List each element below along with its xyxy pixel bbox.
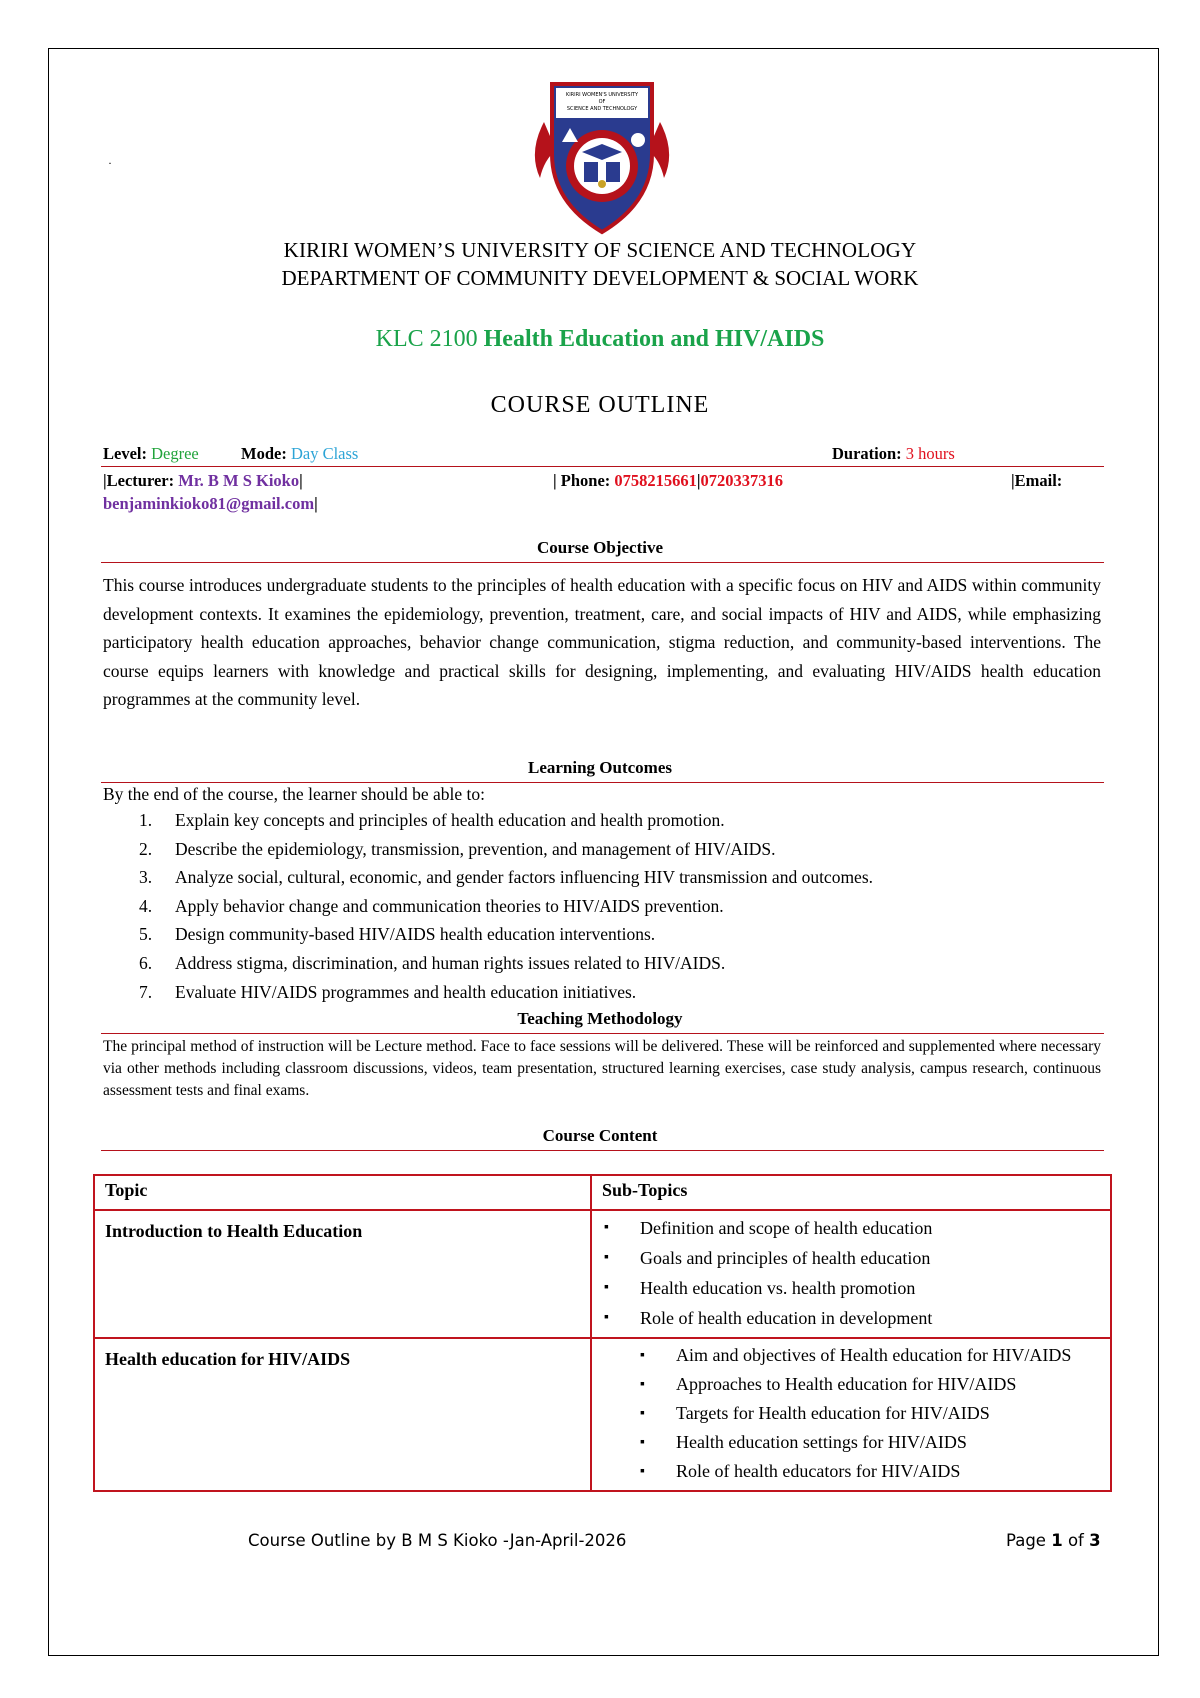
duration-value: 3 hours: [905, 444, 955, 463]
footer-text: Course Outline by B M S Kioko -Jan-April-2026: [248, 1531, 627, 1550]
outcomes-intro: By the end of the course, the learner should be able to:: [103, 784, 485, 804]
list-item: ▪ Aim and objectives of Health education for HIV/AIDS: [592, 1341, 1110, 1370]
methodology-text: The principal method of instruction will be Lecture method. Face to face sessions will be delivered. These will be reinforced and supplemented where necessary via other methods including classroom discussions, videos, team presentation, structured learning exercises, case study analysis, campus research, continuous assessment tests and final exams.: [103, 1038, 1101, 1099]
email-link[interactable]: benjaminkioko81@gmail.com: [103, 494, 315, 513]
university-name: KIRIRI WOMEN’S UNIVERSITY OF SCIENCE AND TECHNOLOGY: [283, 238, 917, 262]
outcomes-divider: [101, 782, 1104, 783]
stray-dot: ·: [108, 156, 112, 170]
content-divider: [101, 1150, 1104, 1151]
list-item: ▪ Role of health education in development: [592, 1303, 1110, 1333]
email-label: |Email:: [1011, 471, 1063, 490]
outcomes-heading: Learning Outcomes: [527, 758, 673, 777]
topic-cell: Health education for HIV/AIDS: [94, 1338, 591, 1491]
col-subtopics-header: Sub-Topics: [591, 1175, 1111, 1210]
course-content-table: [93, 1174, 1112, 1492]
mode-value: Day Class: [290, 444, 359, 463]
course-name: Health Education and HIV/AIDS: [483, 326, 825, 352]
svg-text:SCIENCE AND TECHNOLOGY: SCIENCE AND TECHNOLOGY: [566, 106, 638, 112]
list-item: 7. Evaluate HIV/AIDS programmes and health education initiatives.: [139, 981, 637, 1002]
page-number: Page 1 of 3: [1006, 1531, 1101, 1550]
level-value: Degree: [151, 444, 199, 463]
list-item: 6. Address stigma, discrimination, and human rights issues related to HIV/AIDS.: [139, 952, 726, 973]
phone-info: | Phone: 0758215661|0720337316: [553, 471, 784, 490]
email-info: benjaminkioko81@gmail.com|: [103, 494, 318, 513]
level-label: Level:: [103, 444, 147, 463]
meta-divider: [101, 466, 1104, 467]
objective-heading: Course Objective: [536, 538, 664, 557]
list-item: ▪ Approaches to Health education for HIV/AIDS: [592, 1370, 1110, 1399]
svg-text:OF: OF: [598, 99, 606, 105]
list-item: 1. Explain key concepts and principles of health education and health promotion.: [139, 810, 725, 830]
list-item: 5. Design community-based HIV/AIDS health education interventions.: [139, 924, 656, 945]
list-item: ▪ Definition and scope of health education: [592, 1213, 1110, 1243]
list-item: ▪ Targets for Health education for HIV/AIDS: [592, 1399, 1110, 1428]
duration-label: Duration:: [832, 444, 902, 463]
meta-duration: [832, 444, 955, 464]
list-item: ▪ Health education vs. health promotion: [592, 1273, 1110, 1303]
list-item: ▪ Goals and principles of health education: [592, 1243, 1110, 1273]
phone-label: | Phone:: [553, 471, 611, 490]
table-row: [94, 1338, 1111, 1491]
subtopics-cell: [591, 1210, 1111, 1338]
list-item: 3. Analyze social, cultural, economic, and gender factors influencing HIV transmission and outcomes.: [139, 867, 874, 888]
phone-2[interactable]: 0720337316: [700, 471, 784, 490]
course-title: [0, 326, 1200, 353]
objective-divider: [101, 562, 1104, 563]
lecturer-info: |Lecturer: Mr. B M S Kioko|: [103, 471, 303, 490]
list-item: ▪ Role of health educators for HIV/AIDS: [592, 1457, 1110, 1486]
objective-text: This course introduces undergraduate students to the principles of health education with a specific focus on HIV and AIDS within community development contexts. It examines the epidemiology, prevention, treatment, care, and social impacts of HIV and AIDS, while emphasizing participatory health education approaches, behavior change communication, stigma reduction, and community-based interventions. The course equips learners with knowledge and practical skills for designing, implementing, and evaluating HIV/AIDS health education programmes at the community level.: [103, 575, 1101, 709]
subtopics-cell: [591, 1338, 1111, 1491]
list-item: ▪ Health education settings for HIV/AIDS: [592, 1428, 1110, 1457]
document-title: COURSE OUTLINE: [490, 392, 710, 418]
list-item: 2. Describe the epidemiology, transmission, prevention, and management of HIV/AIDS.: [139, 838, 776, 859]
table-row: [94, 1210, 1111, 1338]
mode-label: Mode:: [241, 444, 287, 463]
department-name: DEPARTMENT OF COMMUNITY DEVELOPMENT & SOCIAL WORK: [281, 266, 919, 290]
list-item: 4. Apply behavior change and communication theories to HIV/AIDS prevention.: [139, 895, 724, 916]
col-topic-header: Topic: [94, 1175, 591, 1210]
phone-1[interactable]: 0758215661: [614, 471, 697, 490]
topic-cell: Introduction to Health Education: [94, 1210, 591, 1338]
lecturer-name: Mr. B M S Kioko: [178, 471, 300, 490]
outcomes-list: [103, 806, 873, 1006]
methodology-divider: [101, 1033, 1104, 1034]
course-code: KLC 2100: [375, 326, 478, 352]
university-logo: [530, 82, 674, 236]
table-header-row: [94, 1175, 1111, 1210]
svg-text:KIRIRI WOMEN'S UNIVERSITY: KIRIRI WOMEN'S UNIVERSITY: [565, 92, 639, 98]
methodology-heading: Teaching Methodology: [517, 1009, 683, 1028]
content-heading: Course Content: [542, 1126, 658, 1145]
lecturer-label: |Lecturer:: [103, 471, 175, 490]
meta-level-mode-row: [103, 444, 358, 464]
